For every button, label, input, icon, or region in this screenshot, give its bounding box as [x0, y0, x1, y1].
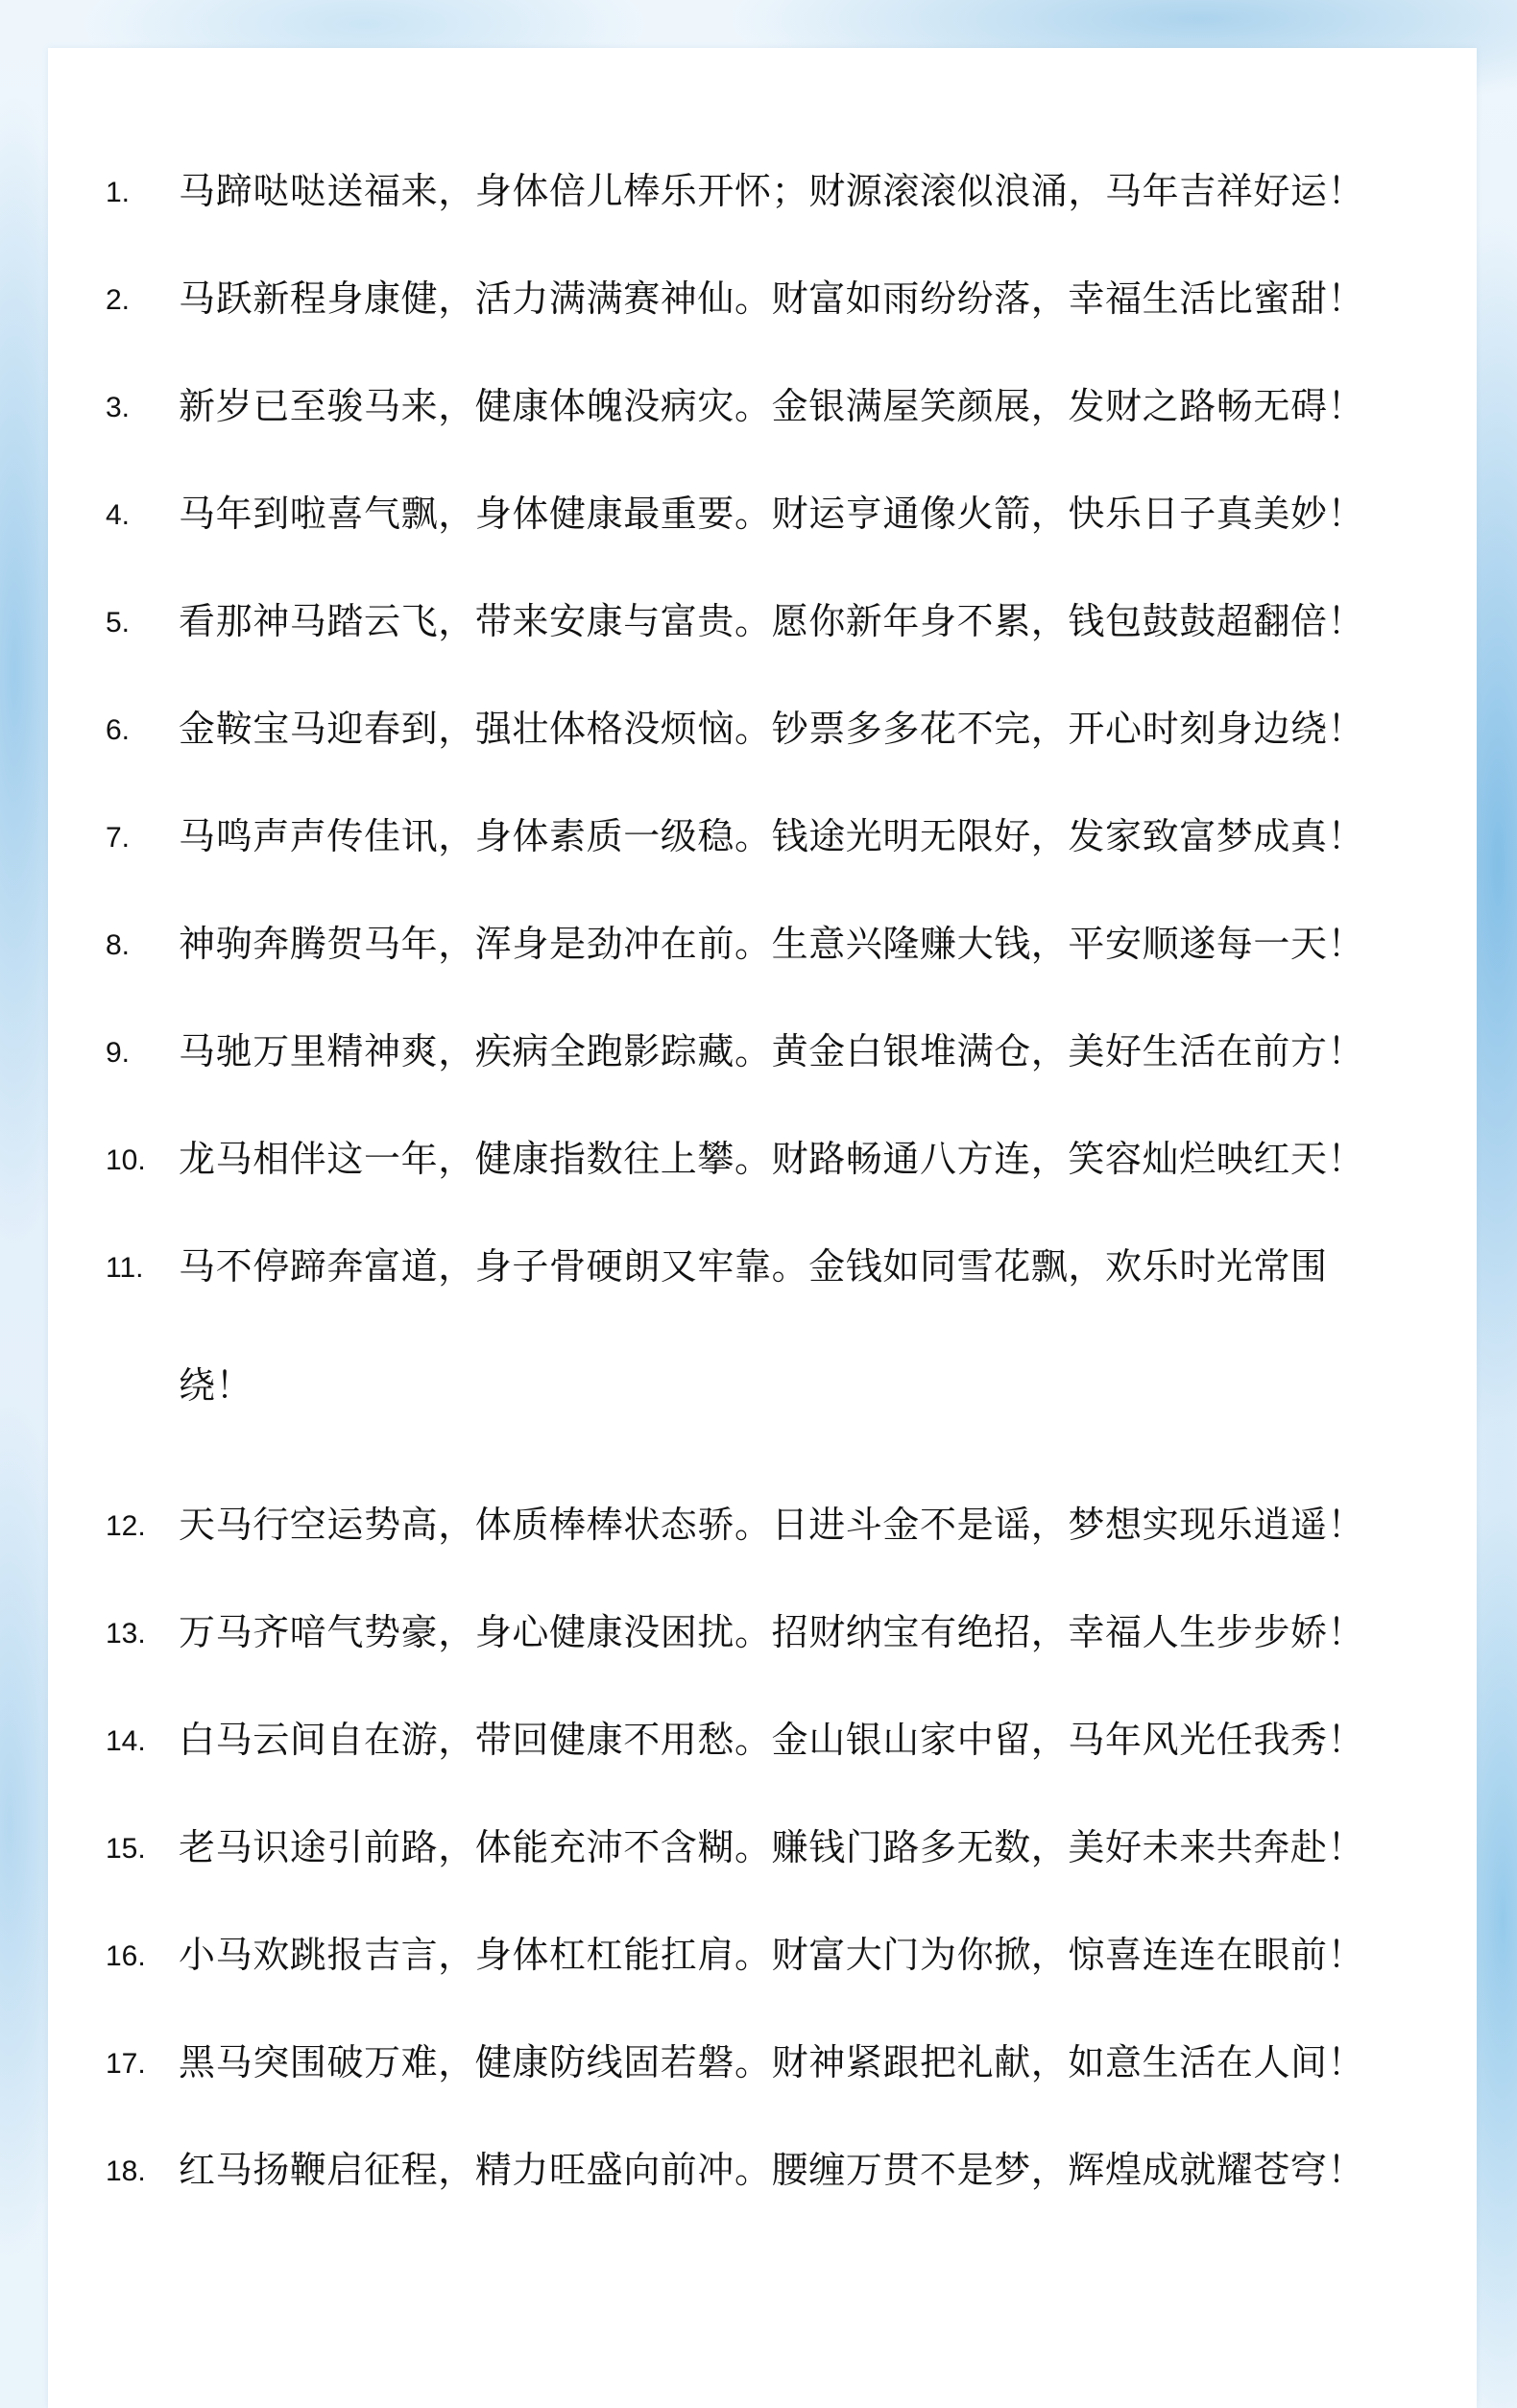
list-item — [48, 808, 1477, 864]
item-number: 5. — [106, 607, 131, 638]
list-item — [48, 378, 1477, 434]
blessing-list — [48, 163, 1477, 2250]
item-text: 白马云间自在游，带回健康不用愁。金山银山家中留，马年风光任我秀！ — [179, 1719, 1365, 1761]
item-number: 9. — [106, 1037, 131, 1069]
item-number: 2. — [106, 284, 131, 316]
list-item — [48, 701, 1477, 757]
item-text: 马年到啦喜气飘，身体健康最重要。财运亨通像火箭，快乐日子真美妙！ — [179, 493, 1365, 535]
item-number: 13. — [106, 1618, 146, 1649]
item-number: 12. — [106, 1510, 146, 1542]
list-item — [48, 1023, 1477, 1079]
list-item — [48, 593, 1477, 649]
list-item — [48, 1819, 1477, 1875]
item-text: 马蹄哒哒送福来，身体倍儿棒乐开怀；财源滚滚似浪涌，马年吉祥好运！ — [179, 170, 1365, 212]
item-number: 14. — [106, 1725, 146, 1757]
item-text: 老马识途引前路，体能充沛不含糊。赚钱门路多无数，美好未来共奔赴！ — [179, 1826, 1365, 1868]
document-page — [48, 48, 1477, 2408]
item-number: 6. — [106, 714, 131, 746]
item-number: 10. — [106, 1144, 146, 1176]
list-item — [48, 486, 1477, 542]
item-text: 红马扬鞭启征程，精力旺盛向前冲。腰缠万贯不是梦，辉煌成就耀苍穹！ — [179, 2149, 1365, 2191]
item-text: 马鸣声声传佳讯，身体素质一级稳。钱途光明无限好，发家致富梦成真！ — [179, 815, 1365, 857]
list-item — [48, 2035, 1477, 2090]
item-number: 16. — [106, 1940, 146, 1972]
item-text: 小马欢跳报吉言，身体杠杠能扛肩。财富大门为你掀，惊喜连连在眼前！ — [179, 1934, 1365, 1976]
item-text: 马驰万里精神爽，疾病全跑影踪藏。黄金白银堆满仓，美好生活在前方！ — [179, 1030, 1365, 1072]
list-item — [48, 1712, 1477, 1768]
list-item — [48, 1131, 1477, 1187]
list-item — [48, 271, 1477, 326]
item-text: 神驹奔腾贺马年，浑身是劲冲在前。生意兴隆赚大钱，平安顺遂每一天！ — [179, 923, 1365, 965]
item-number: 8. — [106, 929, 131, 961]
item-text: 看那神马踏云飞，带来安康与富贵。愿你新年身不累，钱包鼓鼓超翻倍！ — [179, 600, 1365, 642]
item-number: 4. — [106, 499, 131, 531]
item-text: 金鞍宝马迎春到，强壮体格没烦恼。钞票多多花不完，开心时刻身边绕！ — [179, 708, 1365, 750]
item-text: 马不停蹄奔富道，身子骨硬朗又牢靠。金钱如同雪花飘，欢乐时光常围绕！ — [179, 1245, 1328, 1407]
item-text: 天马行空运势高，体质棒棒状态骄。日进斗金不是谣，梦想实现乐逍遥！ — [179, 1504, 1365, 1546]
item-text: 马跃新程身康健，活力满满赛神仙。财富如雨纷纷落，幸福生活比蜜甜！ — [179, 277, 1365, 320]
item-number: 11. — [106, 1252, 144, 1284]
list-item — [48, 1239, 1477, 1445]
list-item — [48, 1604, 1477, 1660]
item-number: 17. — [106, 2048, 146, 2080]
item-text: 黑马突围破万难，健康防线固若磐。财神紧跟把礼献，如意生活在人间！ — [179, 2041, 1365, 2083]
list-item — [48, 2142, 1477, 2198]
item-number: 3. — [106, 392, 131, 423]
list-item — [48, 163, 1477, 219]
item-number: 7. — [106, 822, 131, 854]
list-item — [48, 1927, 1477, 1983]
item-text: 新岁已至骏马来，健康体魄没病灾。金银满屋笑颜展，发财之路畅无碍！ — [179, 385, 1365, 427]
list-item — [48, 1497, 1477, 1553]
item-text: 万马齐喑气势豪，身心健康没困扰。招财纳宝有绝招，幸福人生步步娇！ — [179, 1611, 1365, 1653]
item-number: 15. — [106, 1833, 146, 1865]
item-text: 龙马相伴这一年，健康指数往上攀。财路畅通八方连，笑容灿烂映红天！ — [179, 1138, 1365, 1180]
list-item — [48, 916, 1477, 972]
item-number: 18. — [106, 2155, 146, 2187]
item-number: 1. — [106, 177, 131, 208]
